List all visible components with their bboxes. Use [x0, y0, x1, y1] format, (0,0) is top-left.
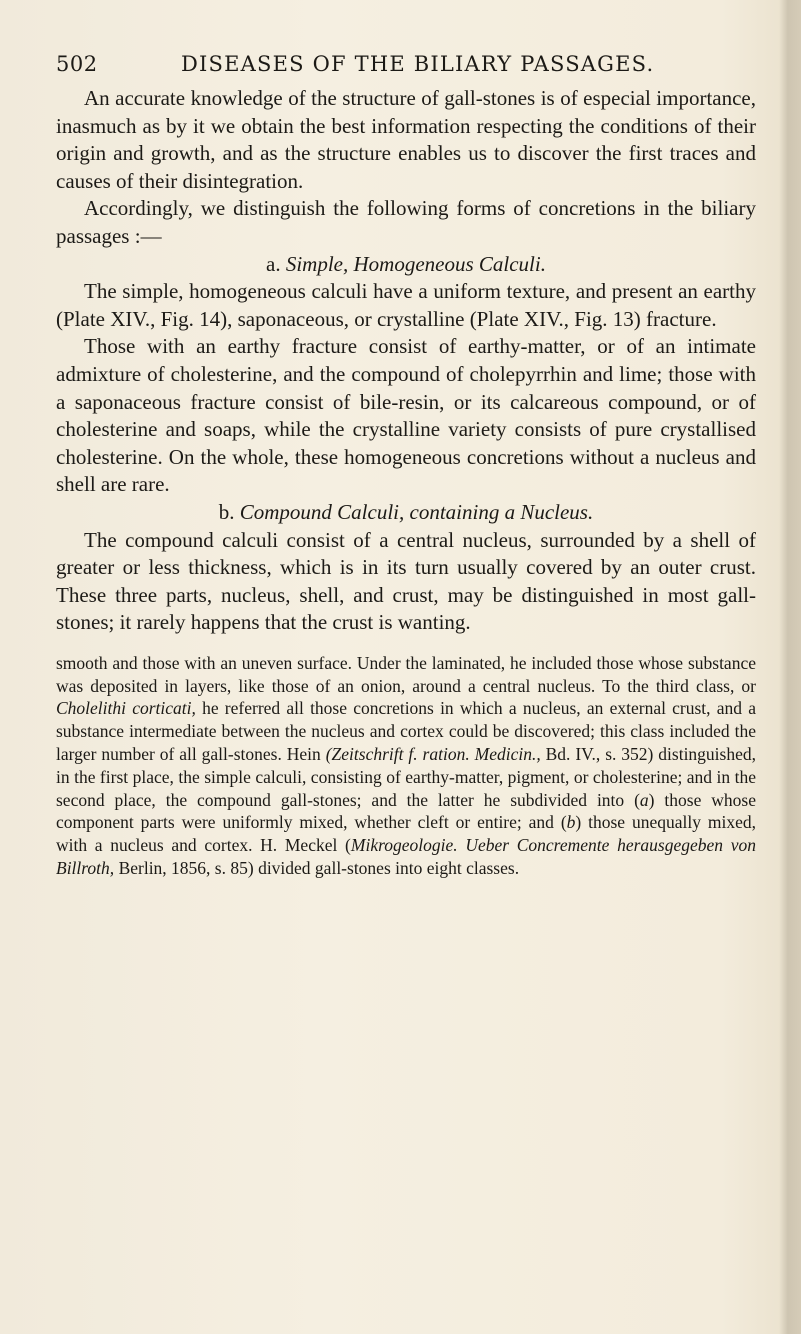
section-heading-a-letter: a. [266, 251, 281, 276]
paragraph-5: The compound calculi consist of a central nucleus, surrounded by a shell of greater or less thickness, which is in its turn usually covered by an outer crust. These three parts, nucleus, shell, and crust, may be distinguished in most gall-stones; it rarely happens that the crust is wanting. [56, 527, 756, 635]
footnote-em-zeitschrift: (Zeitschrift f. ration. Medicin., [325, 744, 541, 765]
footnote-em-b: b [566, 812, 576, 833]
page-header [56, 52, 756, 86]
body-text [56, 85, 756, 880]
section-heading-b-letter: b. [218, 499, 235, 524]
footnote-part-6: Berlin, 1856, s. 85) divided gall-stones into eight classes. [114, 858, 520, 879]
section-heading-b [56, 499, 756, 527]
paragraph-2: Accordingly, we distinguish the following forms of concretions in the biliary passages :— [56, 196, 756, 248]
paragraph-1: An accurate knowledge of the structure of gall-stones is of especial importance, inasmuch as by it we obtain the best information respecting the conditions of their origin and growth, and as the structure enables us to discover the first traces and causes of their disintegration. [56, 86, 756, 193]
section-heading-a-title: Simple, Homogeneous Calculi. [285, 251, 546, 276]
footnote-part-4: ) those whose component parts were uniformly mixed, whether cleft or entire; and ( [56, 789, 756, 833]
footnote-text [56, 652, 756, 880]
paragraph-4: Those with an earthy fracture consist of earthy-matter, or of an intimate admixture of cholesterine, and the compound of cholepyrrhin and lime; those with a saponaceous fracture consist of bile-resin, or its calcareous compound, or of cholesterine and soaps, while the crystalline variety consists of pure crystallised cholesterine. On the whole, these homogeneous concretions without a nucleus and shell are rare. [56, 334, 756, 497]
footnote-part-1: smooth and those with an uneven surface. Under the laminated, he included those whose substance was deposited in layers, like those of an onion, around a central nucleus. To the third class, or [56, 652, 756, 696]
footnote [56, 652, 756, 880]
footnote-part-5: ) those unequally mixed, with a nucleus and cortex. H. Meckel ( [56, 812, 756, 856]
footnote-em-a: a [639, 789, 649, 810]
page-edge-shadow [779, 0, 801, 1334]
page-number: 502 [56, 52, 98, 76]
footnote-part-3: Bd. IV., s. 352) distinguished, in the first place, the simple calculi, consisting of earthy-matter, pigment, or cholesterine; and in the second place, the compound gall-stones; and the latter he subdivided into ( [56, 744, 756, 810]
footnote-em-mikrogeologie: Mikrogeologie. Ueber Concremente herausgegeben von Billroth, [56, 835, 756, 879]
paragraph-3: The simple, homogeneous calculi have a uniform texture, and present an earthy (Plate XIV., Fig. 14), saponaceous, or crystalline (Plate XIV., Fig. 13) fracture. [56, 279, 756, 331]
footnote-em-cholelithi: Cholelithi corticati, [56, 698, 196, 719]
footnote-part-2: he referred all those concretions in which a nucleus, an external crust, and a substance intermediate between the nucleus and cortex could be discovered; this class included the larger number of all gall-stones. Hein [56, 698, 756, 765]
section-heading-b-title: Compound Calculi, containing a Nucleus. [239, 499, 594, 524]
section-heading-a [56, 251, 756, 279]
running-head: DISEASES OF THE BILIARY PASSAGES. [181, 52, 655, 76]
